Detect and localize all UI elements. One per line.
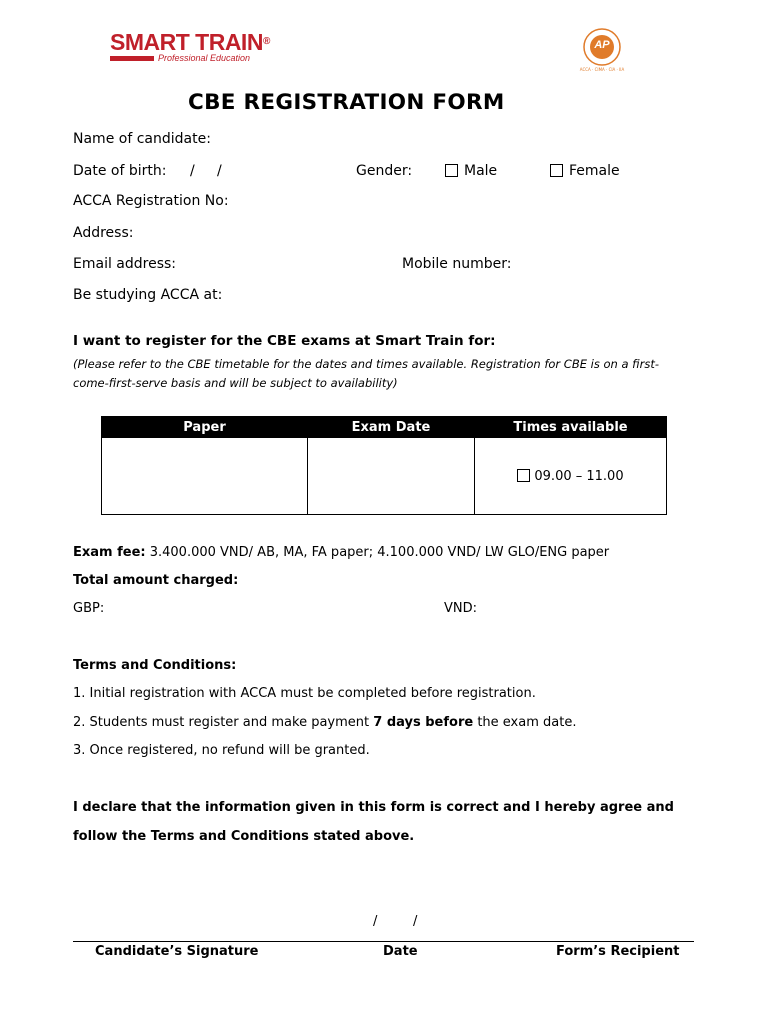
date-label: Date: [383, 944, 418, 959]
mobile-label: Mobile number:: [402, 256, 512, 272]
partner-badge: [579, 28, 625, 72]
female-label: Female: [569, 163, 620, 179]
email-label: Email address:: [73, 256, 177, 272]
time-slot-label: 09.00 – 11.00: [534, 468, 624, 484]
studying-at-label: Be studying ACCA at:: [73, 287, 223, 303]
declaration-line-2: follow the Terms and Conditions stated above.: [73, 829, 415, 844]
terms-item-1: 1. Initial registration with ACCA must be completed before registration.: [73, 686, 536, 701]
partner-badge-letters: AP: [594, 39, 610, 51]
gbp-label: GBP:: [73, 601, 105, 616]
exam-table: [101, 416, 667, 515]
dob-separator-1: /: [190, 163, 195, 179]
exam-fee-label: Exam fee:: [73, 545, 146, 560]
declaration-line-1: I declare that the information given in this form is correct and I hereby agree and: [73, 800, 674, 815]
gender-female-option[interactable]: [550, 163, 620, 179]
exam-table-header-row: [102, 417, 667, 438]
male-label: Male: [464, 163, 498, 179]
exam-table-row: [102, 438, 667, 515]
date-separator-1: /: [373, 914, 378, 929]
paper-column-header: Paper: [102, 417, 308, 438]
form-title: CBE REGISTRATION FORM: [188, 90, 505, 115]
address-label: Address:: [73, 225, 134, 241]
dob-separator-2: /: [217, 163, 222, 179]
logo-tagline: Professional Education: [158, 53, 251, 63]
paper-cell[interactable]: [102, 438, 308, 515]
time-slot-checkbox[interactable]: [517, 469, 530, 482]
logo-underline-bar: [110, 56, 154, 61]
smart-train-logo: [110, 30, 270, 62]
exam-date-cell[interactable]: [308, 438, 475, 515]
logo-name: SMART TRAIN: [110, 29, 263, 55]
name-of-candidate-label: Name of candidate:: [73, 131, 211, 147]
exam-fee-value: 3.400.000 VND/ AB, MA, FA paper; 4.100.000 VND/ LW GLO/ENG paper: [145, 545, 610, 560]
exam-section-heading: I want to register for the CBE exams at Smart Train for:: [73, 333, 496, 349]
exam-note-line-2: come-first-serve basis and will be subject to availability): [73, 376, 398, 390]
date-separator-2: /: [413, 914, 418, 929]
terms-heading: Terms and Conditions:: [73, 658, 237, 673]
exam-note-line-1: (Please refer to the CBE timetable for the dates and times available. Registration for CBE is on a first-: [73, 357, 659, 371]
date-of-birth-label: Date of birth:: [73, 163, 167, 179]
logo-registered-mark: ®: [262, 36, 270, 47]
partner-badge-ring-text: ACCA · CIMA · CIA · IIA: [579, 67, 625, 72]
gender-label: Gender:: [356, 163, 413, 179]
exam-date-column-header: Exam Date: [308, 417, 475, 438]
total-amount-label: Total amount charged:: [73, 573, 239, 588]
terms-item-2: [73, 715, 576, 730]
terms-item-2-end: the exam date.: [473, 715, 577, 730]
gender-male-option[interactable]: [445, 163, 497, 179]
female-checkbox[interactable]: [550, 164, 563, 177]
male-checkbox[interactable]: [445, 164, 458, 177]
exam-fee-line: [73, 545, 609, 560]
time-slot-option[interactable]: [517, 469, 623, 484]
candidate-signature-label: Candidate’s Signature: [95, 944, 259, 959]
acca-registration-label: ACCA Registration No:: [73, 193, 229, 209]
terms-item-2-deadline: 7 days before: [373, 715, 474, 730]
terms-item-2-start: 2. Students must register and make payment: [73, 715, 374, 730]
times-available-cell: [475, 438, 667, 515]
terms-item-3: 3. Once registered, no refund will be granted.: [73, 743, 370, 758]
signature-line: [73, 941, 694, 942]
vnd-label: VND:: [444, 601, 478, 616]
forms-recipient-label: Form’s Recipient: [556, 944, 680, 959]
times-available-column-header: Times available: [475, 417, 667, 438]
